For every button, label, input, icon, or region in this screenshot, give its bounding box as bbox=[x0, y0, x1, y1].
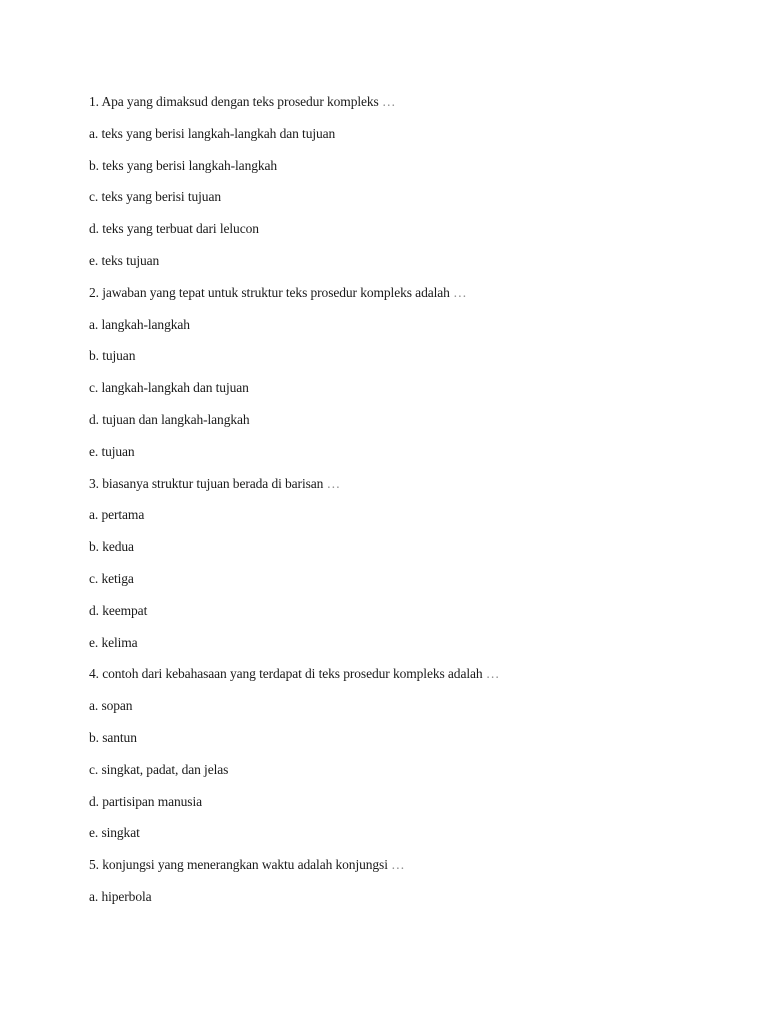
question-2-option-a: a. langkah-langkah bbox=[89, 316, 190, 332]
question-5 bbox=[89, 855, 709, 887]
question-1-text: 1. Apa yang dimaksud dengan teks prosedur kompleks bbox=[89, 94, 379, 109]
question-4-ellipsis: … bbox=[485, 666, 500, 682]
question-1-option-a: a. teks yang berisi langkah-langkah dan tujuan bbox=[89, 125, 336, 141]
question-2-option-b: b. tujuan bbox=[89, 348, 136, 364]
question-4-option-d: d. partisipan manusia bbox=[89, 793, 202, 809]
question-1-option-d: d. teks yang terbuat dari lelucon bbox=[89, 221, 259, 237]
question-3-ellipsis: … bbox=[326, 475, 340, 491]
question-4-option-c: c. singkat, padat, dan jelas bbox=[89, 761, 229, 777]
question-2-option-e: e. tujuan bbox=[89, 443, 135, 459]
question-1-option-e: e. teks tujuan bbox=[89, 252, 160, 268]
question-5-text: 5. konjungsi yang menerangkan waktu adalah konjungsi bbox=[89, 857, 388, 873]
question-1-option-b: b. teks yang berisi langkah-langkah bbox=[89, 157, 278, 173]
question-5-option-a: a. hiperbola bbox=[89, 888, 152, 904]
question-3-option-a: a. pertama bbox=[89, 507, 145, 523]
question-1-ellipsis: … bbox=[381, 94, 396, 109]
question-2 bbox=[89, 283, 709, 315]
question-4-option-e: e. singkat bbox=[89, 825, 140, 841]
question-2-ellipsis: … bbox=[453, 284, 467, 300]
question-2-option-c: c. langkah-langkah dan tujuan bbox=[89, 380, 249, 396]
question-3-option-c: c. ketiga bbox=[89, 570, 134, 586]
question-4-option-a: a. sopan bbox=[89, 698, 133, 714]
question-3-option-d: d. keempat bbox=[89, 602, 148, 618]
question-3-option-e: e. kelima bbox=[89, 634, 138, 650]
question-4-text: 4. contoh dari kebahasaan yang terdapat di teks prosedur kompleks adalah bbox=[89, 666, 483, 682]
question-1-option-c: c. teks yang berisi tujuan bbox=[89, 189, 221, 205]
quiz-content bbox=[89, 92, 709, 919]
question-3 bbox=[89, 474, 709, 506]
question-3-option-b: b. kedua bbox=[89, 539, 134, 555]
question-1 bbox=[89, 92, 709, 124]
question-2-text: 2. jawaban yang tepat untuk struktur teks prosedur kompleks adalah bbox=[89, 284, 450, 300]
question-3-text: 3. biasanya struktur tujuan berada di barisan bbox=[89, 475, 324, 491]
question-4-option-b: b. santun bbox=[89, 729, 137, 745]
question-2-option-d: d. tujuan dan langkah-langkah bbox=[89, 411, 250, 427]
question-5-ellipsis: … bbox=[391, 857, 405, 873]
question-4 bbox=[89, 664, 709, 696]
